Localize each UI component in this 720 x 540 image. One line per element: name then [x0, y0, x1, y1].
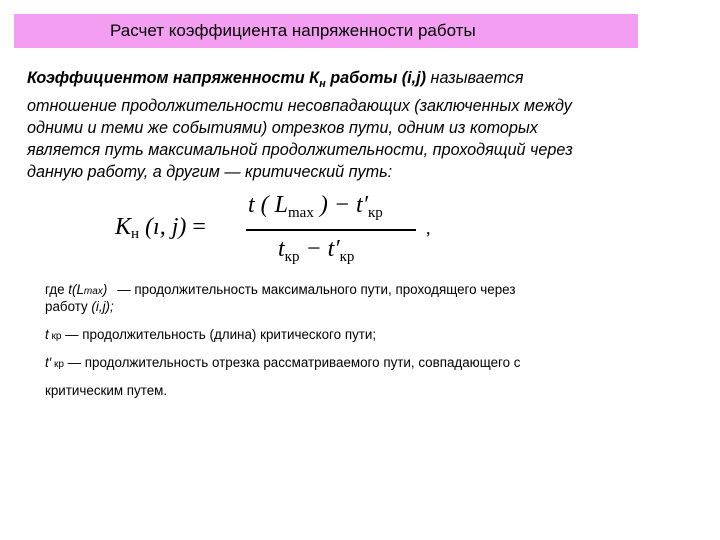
- definition-1-cont-text: работу: [45, 299, 92, 314]
- intro-line-5: данную работу, а другим — критический путь:: [27, 163, 393, 182]
- definition-3-text: — продолжительность отрезка рассматриваемого пути, совпадающего с: [63, 355, 521, 370]
- formula-den-b: − t′: [299, 236, 340, 262]
- definition-2: [45, 326, 376, 345]
- definition-2-term: t: [45, 327, 49, 342]
- formula-num-b: ) − t′: [313, 192, 368, 218]
- definition-1-cont: [45, 298, 114, 315]
- definition-3-term: t′: [45, 355, 52, 370]
- intro-paragraph: [27, 67, 657, 183]
- definition-3-cont: критическим путем.: [45, 383, 168, 398]
- formula-equals: =: [192, 214, 206, 240]
- formula-k: K: [115, 214, 132, 240]
- formula-lhs: [115, 214, 206, 243]
- definition-1-cont-italic: (i,j);: [91, 299, 114, 314]
- formula-numerator: [248, 192, 383, 222]
- definition-1-term: t(L: [68, 282, 84, 297]
- formula-den-a: t: [278, 236, 285, 262]
- formula-num-sub-max: max: [288, 205, 314, 221]
- definition-1-term-close: ): [102, 282, 108, 297]
- definition-2-sub: кр: [48, 331, 62, 342]
- formula-denominator: [278, 236, 354, 266]
- intro-line-1-rest: называется: [426, 69, 524, 87]
- formula-num-sub-kr: кр: [367, 205, 383, 221]
- formula-den-sub-kr: кр: [284, 249, 300, 265]
- definition-2-text: — продолжительность (длина) критического пути;: [61, 327, 377, 342]
- intro-line-3: одними и теми же событиями) отрезков пути, одним из которых: [27, 119, 538, 138]
- formula-comma: ,: [426, 218, 431, 238]
- slide-title: [14, 14, 638, 48]
- definition-1-text: — продолжительность максимального пути, проходящего через: [117, 282, 516, 297]
- intro-line-4: является путь максимальной продолжительности, проходящий через: [27, 141, 573, 160]
- formula-num-a: t ( L: [248, 192, 289, 218]
- intro-line-2: отношение продолжительности несовпадающих (заключенных между: [27, 97, 572, 116]
- definition-1-prefix: где: [45, 282, 69, 297]
- formula: [110, 190, 450, 272]
- fraction-line: [246, 229, 416, 231]
- formula-k-sub: н: [131, 226, 140, 242]
- intro-term-tail: работы (i,j): [325, 69, 427, 87]
- intro-line-1: [27, 67, 657, 95]
- formula-den-sub-kr2: кр: [339, 249, 355, 265]
- intro-term-sub: н: [319, 78, 326, 91]
- slide-title-text: Расчет коэффициента напряженности работы: [110, 21, 476, 40]
- formula-args: (ı, j): [139, 214, 193, 240]
- intro-term-text: Коэффициентом напряженности К: [27, 69, 320, 87]
- definition-3: [45, 354, 521, 373]
- intro-term: [27, 69, 427, 91]
- definition-1-term-sub: max: [83, 286, 103, 297]
- definition-1: [45, 281, 515, 300]
- definition-3-sub: кр: [51, 359, 64, 370]
